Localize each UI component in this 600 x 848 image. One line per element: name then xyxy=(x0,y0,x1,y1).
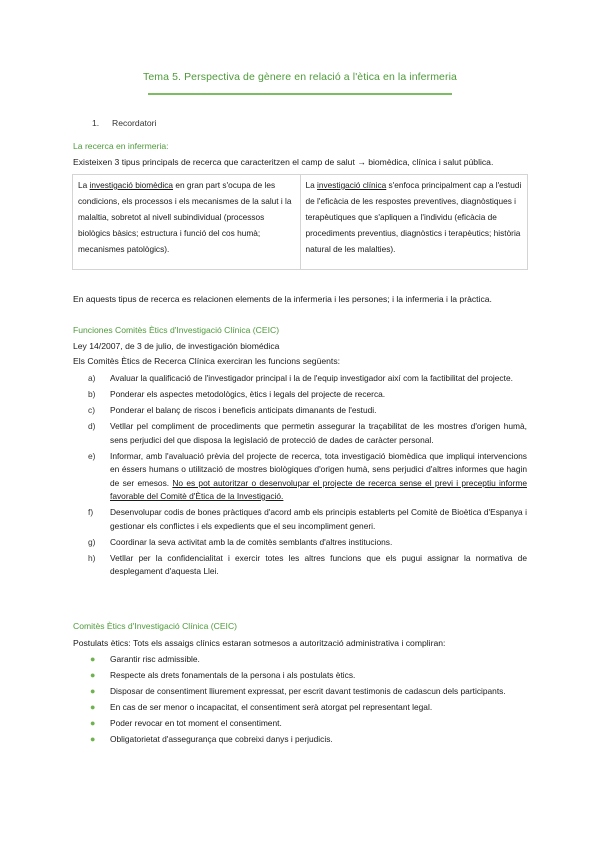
list-item-text: Garantir risc admissible. xyxy=(110,654,200,664)
ceic-function-item xyxy=(73,552,527,579)
list-item-text: Coordinar la seva activitat amb la de comitès semblants d'altres institucions. xyxy=(110,536,393,547)
list-item-text: En cas de ser menor o incapacitat, el consentiment serà atorgat pel representant legal. xyxy=(110,702,433,712)
biomedical-cell xyxy=(73,175,301,270)
ceic-function-item xyxy=(73,372,527,386)
ceic-functions-heading: Funciones Comitès Ètics d'Investigació Clínica (CEIC) xyxy=(73,325,280,335)
bullet-icon: ● xyxy=(90,718,96,728)
list-marker: f) xyxy=(88,507,94,517)
ceic-function-item xyxy=(73,388,527,402)
clinical-cell xyxy=(300,175,528,270)
section-number: 1. xyxy=(92,118,100,128)
list-marker: a) xyxy=(88,373,96,383)
ceic-function-item xyxy=(73,536,527,550)
list-item-text: Disposar de consentiment lliurement expressat, per escrit davant testimonis de cadascun dels participants. xyxy=(110,686,506,696)
postulats-list xyxy=(73,653,527,749)
list-marker: e) xyxy=(88,450,96,461)
list-item-text: Vetllar per la confidencialitat i exercir totes les altres funcions que els pugui assignar la normativa de desplegament d'aquesta Llei. xyxy=(110,552,527,576)
underlined-requirement: No es pot autoritzar o desenvolupar el projecte de recerca sense el previ i preceptiu informe favorable del Comitè d'Ètica de la Investigació. xyxy=(110,477,527,501)
ceic-function-item xyxy=(73,420,527,447)
bullet-icon: ● xyxy=(90,702,96,712)
bullet-icon: ● xyxy=(90,670,96,680)
list-item-text: Ponderar els aspectes metodològics, ètics i legals del projecte de recerca. xyxy=(110,389,386,399)
list-item-text: Obligatorietat d'assegurança que cobreixi danys i perjudicis. xyxy=(110,734,333,744)
cell-text-post: en gran part s'ocupa de les condicions, els processos i els mecanismes de la salut i la malaltia, sobretot al nivell subindividual (processos biològics bàsics; estructura i funció del cos humà; mecanismes patològics). xyxy=(78,180,292,254)
section-heading xyxy=(92,118,156,128)
ceic-intro: Els Comitès Ètics de Recerca Clínica exerciran les funcions següents: xyxy=(73,356,340,366)
term-investigacio-biomedica: investigació biomèdica xyxy=(89,180,174,190)
list-item-text: Poder revocar en tot moment el consentiment. xyxy=(110,718,282,728)
list-item-text: Avaluar la qualificació de l'investigador principal i la de l'equip investigador així com la factibilitat del projecte. xyxy=(110,373,513,383)
list-marker: c) xyxy=(88,405,95,415)
ceic-function-item xyxy=(73,404,527,418)
list-marker: d) xyxy=(88,421,96,431)
list-item-text: Respecte als drets fonamentals de la persona i als postulats ètics. xyxy=(110,670,356,680)
list-marker: g) xyxy=(88,536,96,547)
bullet-icon: ● xyxy=(90,686,96,696)
cell-text-post: s'enfoca principalment cap a l'estudi de l'eficàcia de les respostes preventives, diagnòstiques i terapèutiques que s'apliquen a l'individu (eficàcia de procediments preventius, diagnòstics i terapèutics; història natural de les malalties). xyxy=(305,180,522,254)
list-item-text: Desenvolupar codis de bones pràctiques d'acord amb els principis establerts pel Comitè de Bioètica d'Espanya i gestionar els conflictes i els expedients que el seu incompliment generi. xyxy=(110,507,527,531)
list-item-text: Vetllar pel compliment de procediments que permetin assegurar la traçabilitat de les mostres d'origen humà, sens perjudici del que disposa la legislació de protecció de dades de caràcter personal. xyxy=(110,421,527,445)
list-item-text: Informar, amb l'avaluació prèvia del projecte de recerca, tota investigació biomèdica que impliqui intervencions en éssers humans o utilització de mostres biològiques d'origen humà, sens perjudici d'altres informes que hagin de ser emesos. xyxy=(110,450,527,488)
ceic-functions-list xyxy=(73,372,527,581)
law-reference: Ley 14/2007, de 3 de julio, de investigación biomédica xyxy=(73,341,280,351)
postulat-item xyxy=(73,717,527,731)
cell-text-pre: La xyxy=(78,180,90,190)
research-comparison-table xyxy=(72,174,528,270)
list-item-text: Ponderar el balanç de riscos i beneficis anticipats dimanants de l'estudi. xyxy=(110,405,377,415)
term-investigacio-clinica: investigació clínica xyxy=(317,180,387,190)
postulat-item xyxy=(73,701,527,715)
recerca-after: En aquests tipus de recerca es relacionen elements de la infermeria i les persones; i la infermeria i la pràctica. xyxy=(73,294,492,304)
bullet-icon: ● xyxy=(90,654,96,664)
page-title: Tema 5. Perspectiva de gènere en relació a l'ètica en la infermeria xyxy=(143,71,457,83)
title-underline xyxy=(148,93,452,95)
postulats-heading: Comitès Ètics d'Investigació Clínica (CEIC) xyxy=(73,621,238,631)
list-marker: b) xyxy=(88,389,96,399)
ceic-function-item xyxy=(73,506,527,533)
recerca-heading: La recerca en infermeria: xyxy=(73,141,169,151)
recerca-intro: Existeixen 3 tipus principals de recerca que caracteritzen el camp de salut → biomèdica, clínica i salut pública. xyxy=(73,157,494,167)
postulats-intro: Postulats ètics: Tots els assaigs clínics estaran sotmesos a autorització administrativa i compliran: xyxy=(73,638,446,648)
section-label: Recordatori xyxy=(112,118,157,128)
cell-text-pre: La xyxy=(305,180,318,190)
ceic-function-item xyxy=(73,450,527,504)
postulat-item xyxy=(73,669,527,683)
postulat-item xyxy=(73,733,527,747)
list-marker: h) xyxy=(88,552,96,563)
postulat-item xyxy=(73,653,527,667)
bullet-icon: ● xyxy=(90,734,96,744)
postulat-item xyxy=(73,685,527,699)
